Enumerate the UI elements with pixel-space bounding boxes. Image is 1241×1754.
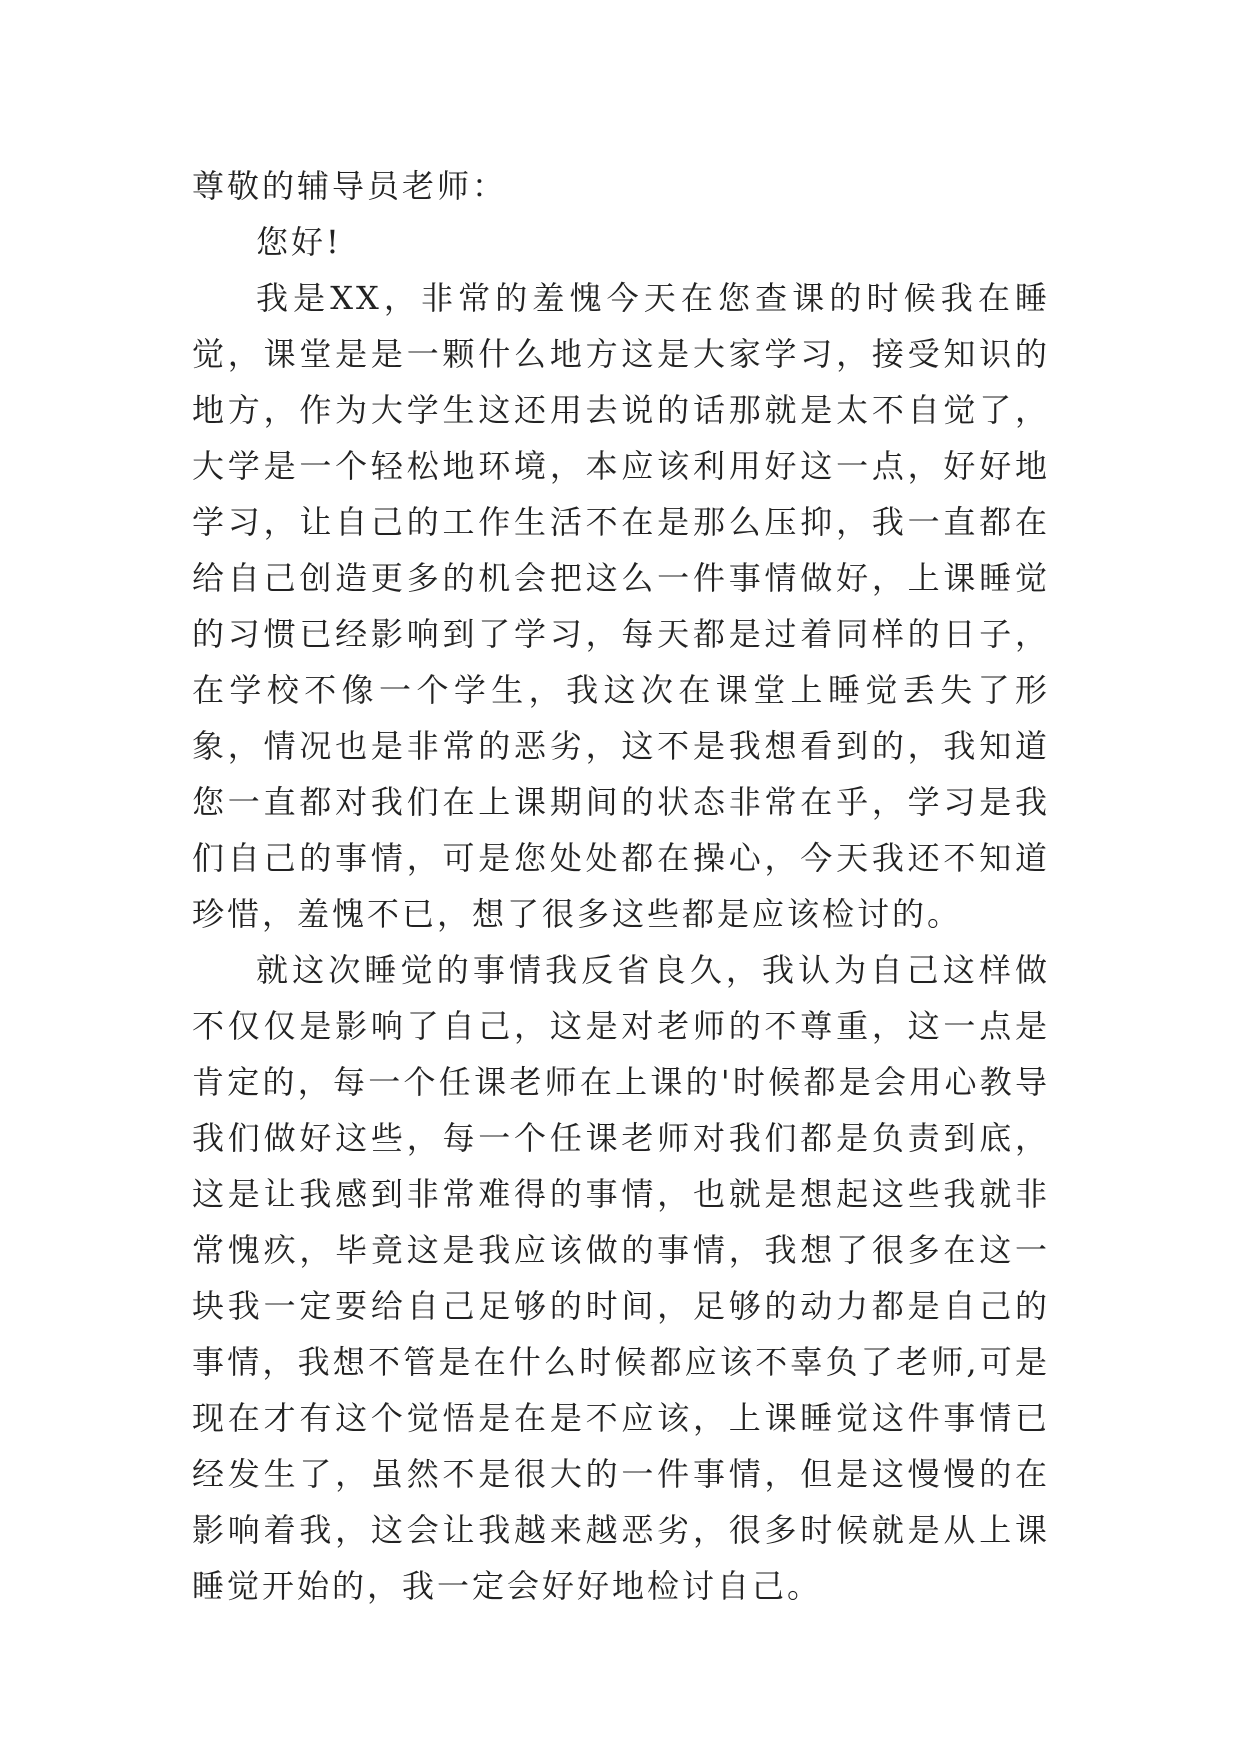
salutation: 尊敬的辅导员老师： [192, 167, 508, 205]
greeting: 您好! [256, 223, 342, 261]
paragraph-2: 就这次睡觉的事情我反省良久，我认为自己这样做不仅仅是影响了自己，这是对老师的不尊重，这一点是肯定的，每一个任课老师在上课的'时候都是会用心教导我们做好这些，每一个任课老师对我们都是负责到底，这是让我感到非常难得的事情，也就是想起这些我就非常愧疚，毕竟这是我应该做的事情，我想了很多在这一块我一定要给自己足够的时间，足够的动力都是自己的事情，我想不管是在什么时候都应该不辜负了老师,可是现在才有这个觉悟是在是不应该，上课睡觉这件事情已经发生了，虽然不是很大的一件事情，但是这慢慢的在影响着我，这会让我越来越恶劣，很多时候就是从上课睡觉开始的，我一定会好好地检讨自己。 [192, 951, 1050, 1605]
letter-body [192, 158, 1050, 1614]
paragraph-1: 我是XX，非常的羞愧今天在您查课的时候我在睡觉，课堂是是一颗什么地方这是大家学习，接受知识的地方，作为大学生这还用去说的话那就是太不自觉了，大学是一个轻松地环境，本应该利用好这一点，好好地学习，让自己的工作生活不在是那么压抑，我一直都在给自己创造更多的机会把这么一件事情做好，上课睡觉的习惯已经影响到了学习，每天都是过着同样的日子，在学校不像一个学生，我这次在课堂上睡觉丢失了形象，情况也是非常的恶劣，这不是我想看到的，我知道您一直都对我们在上课期间的状态非常在乎，学习是我们自己的事情，可是您处处都在操心，今天我还不知道珍惜，羞愧不已，想了很多这些都是应该检讨的。 [192, 279, 1050, 933]
